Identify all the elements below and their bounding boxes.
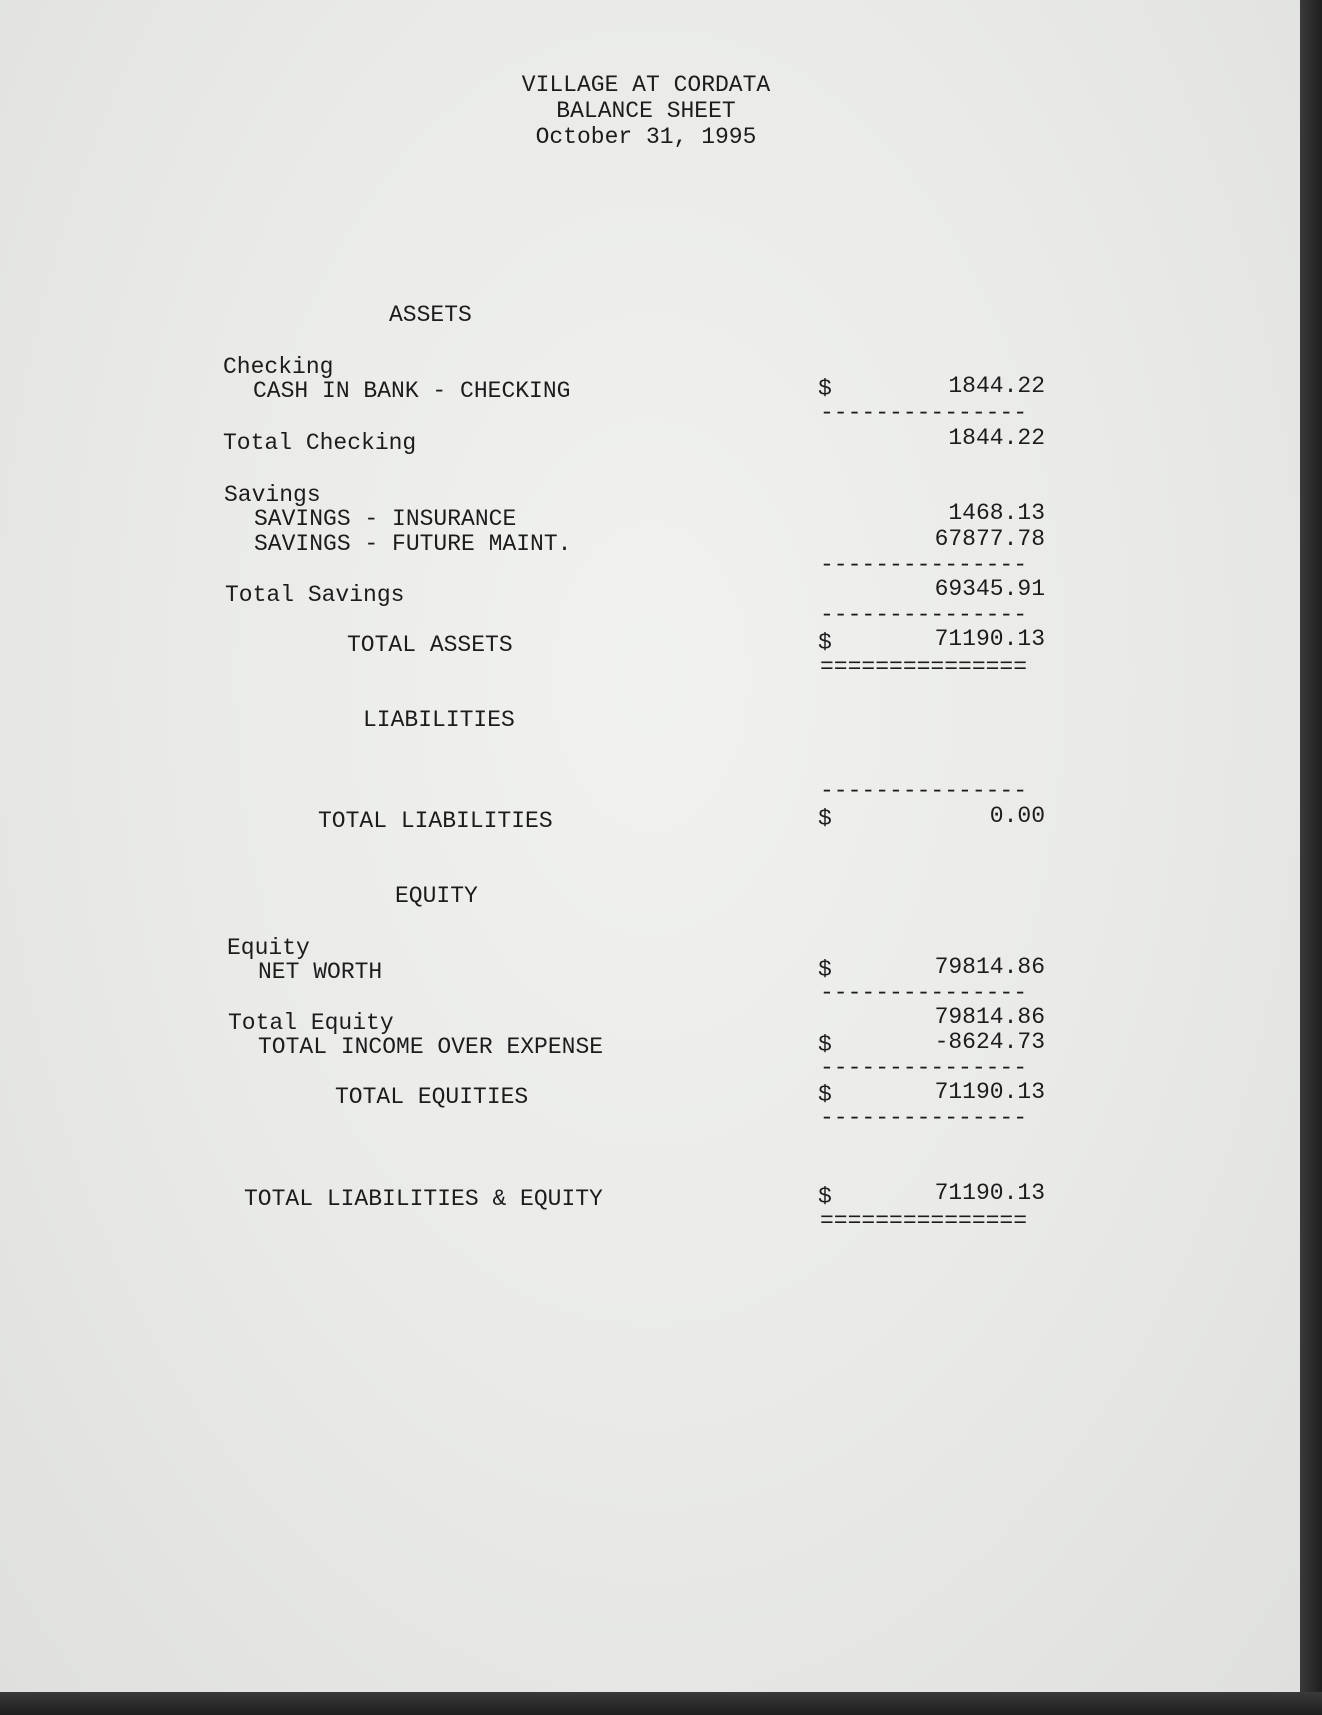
equity-group-label: Equity	[227, 935, 310, 961]
total-checking-amount: 1844.22	[948, 425, 1045, 451]
single-rule: ---------------	[820, 982, 1028, 1005]
single-rule: ---------------	[820, 554, 1028, 577]
cash-in-bank-label: CASH IN BANK - CHECKING	[253, 378, 571, 404]
liabilities-heading: LIABILITIES	[363, 707, 515, 733]
grand-total-currency: $	[818, 1184, 832, 1210]
company-name: VILLAGE AT CORDATA	[521, 72, 771, 98]
savings-maint-label: SAVINGS - FUTURE MAINT.	[254, 531, 572, 557]
total-equities-label: TOTAL EQUITIES	[335, 1084, 529, 1110]
total-equities-currency: $	[818, 1082, 832, 1108]
cash-in-bank-amount: 1844.22	[948, 373, 1045, 399]
total-liabilities-currency: $	[818, 806, 832, 832]
single-rule: ---------------	[820, 402, 1028, 425]
background-edge-right	[1300, 0, 1322, 1715]
savings-insurance-label: SAVINGS - INSURANCE	[254, 506, 517, 532]
total-assets-label: TOTAL ASSETS	[347, 632, 513, 658]
checking-group-label: Checking	[223, 354, 334, 380]
double-rule: ===============	[820, 656, 1028, 679]
net-worth-currency: $	[818, 957, 832, 983]
total-liabilities-label: TOTAL LIABILITIES	[318, 808, 553, 834]
single-rule: ---------------	[820, 780, 1028, 803]
income-over-expense-label: TOTAL INCOME OVER EXPENSE	[258, 1034, 604, 1060]
savings-group-label: Savings	[224, 482, 321, 508]
net-worth-label: NET WORTH	[258, 959, 383, 985]
total-assets-currency: $	[818, 630, 832, 656]
total-savings-label: Total Savings	[225, 582, 405, 608]
total-savings-amount: 69345.91	[934, 576, 1045, 602]
grand-total-label: TOTAL LIABILITIES & EQUITY	[244, 1186, 603, 1212]
total-liabilities-amount: 0.00	[989, 803, 1045, 829]
total-equity-label: Total Equity	[228, 1010, 394, 1036]
savings-maint-amount: 67877.78	[934, 526, 1045, 552]
single-rule: ---------------	[820, 604, 1028, 627]
net-worth-amount: 79814.86	[934, 954, 1045, 980]
report-title: BALANCE SHEET	[556, 98, 736, 124]
cash-in-bank-currency: $	[818, 376, 832, 402]
single-rule: ---------------	[820, 1057, 1028, 1080]
total-equity-amount: 79814.86	[934, 1004, 1045, 1030]
assets-heading: ASSETS	[389, 302, 472, 328]
savings-insurance-amount: 1468.13	[948, 500, 1045, 526]
single-rule: ---------------	[820, 1107, 1028, 1130]
grand-total-amount: 71190.13	[934, 1180, 1045, 1206]
total-checking-label: Total Checking	[223, 430, 417, 456]
report-date: October 31, 1995	[535, 124, 757, 150]
background-edge-bottom	[0, 1692, 1322, 1715]
total-equities-amount: 71190.13	[934, 1079, 1045, 1105]
income-over-expense-currency: $	[818, 1032, 832, 1058]
equity-heading: EQUITY	[395, 883, 478, 909]
income-over-expense-amount: -8624.73	[934, 1029, 1045, 1055]
total-assets-amount: 71190.13	[934, 626, 1045, 652]
double-rule: ===============	[820, 1210, 1028, 1233]
